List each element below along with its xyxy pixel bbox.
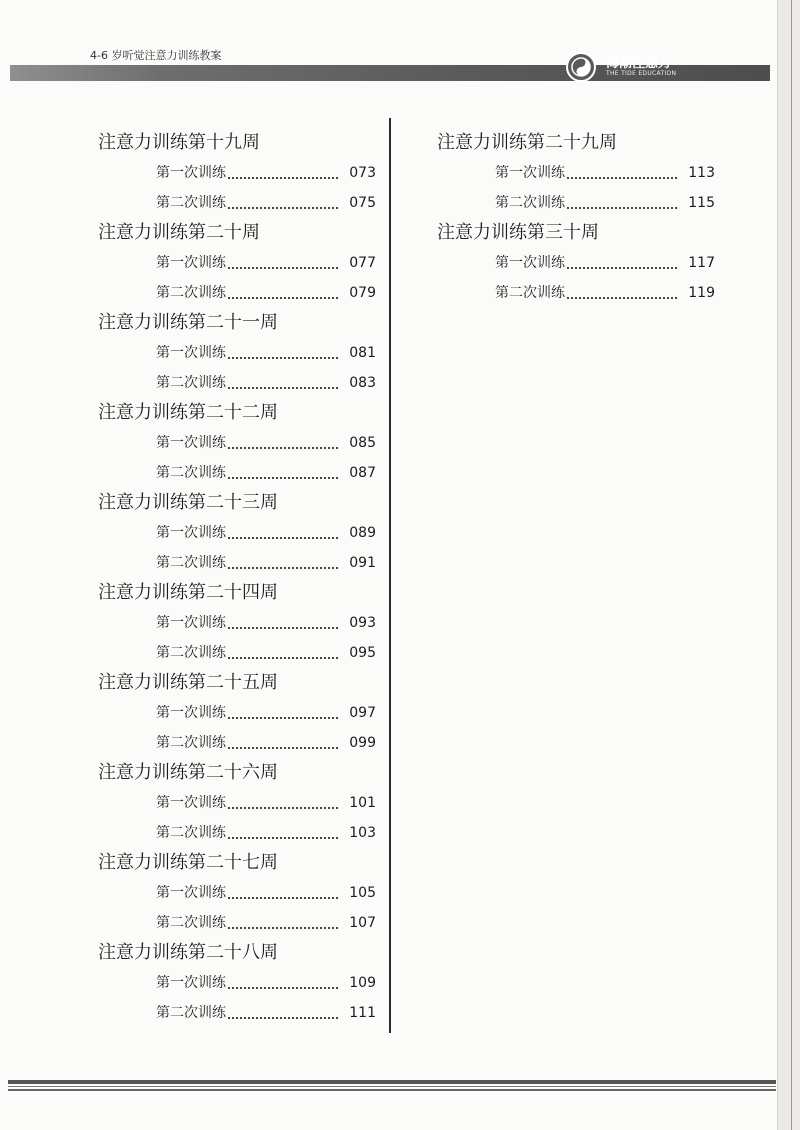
toc-week [437,128,717,218]
toc-entry-label: 第一次训练 [156,165,226,181]
toc-leader-dots [228,1017,338,1019]
toc-entry-label: 第二次训练 [495,195,565,211]
toc-entry-label: 第二次训练 [156,375,226,391]
toc-entry-label: 第一次训练 [156,525,226,541]
toc-page-number: 077 [349,255,376,271]
toc-entry-label: 第一次训练 [156,615,226,631]
toc-week [98,128,378,218]
toc-week [437,218,717,308]
toc-page-number: 093 [349,615,376,631]
page-edge-line [791,0,792,1130]
toc-week-title[interactable]: 注意力训练第三十周 [437,222,599,243]
footer-rule-bottom [8,1089,776,1091]
toc-entry[interactable] [98,968,378,998]
toc-entry[interactable] [98,248,378,278]
toc-entry-label: 第二次训练 [156,1005,226,1021]
toc-leader-dots [567,177,677,179]
toc-entry[interactable] [98,638,378,668]
toc-page-number: 091 [349,555,376,571]
toc-entry-label: 第二次训练 [156,645,226,661]
toc-week [98,578,378,668]
toc-week [98,848,378,938]
toc-week-title[interactable]: 注意力训练第二十五周 [98,672,278,693]
toc-week [98,488,378,578]
toc-page-number: 109 [349,975,376,991]
toc-entry-label: 第一次训练 [495,165,565,181]
toc-entry-label: 第二次训练 [495,285,565,301]
toc-entry[interactable] [437,248,717,278]
toc-entry-label: 第一次训练 [156,795,226,811]
toc-page-number: 107 [349,915,376,931]
toc-entry[interactable] [98,188,378,218]
toc-week [98,308,378,398]
toc-page-number: 113 [688,165,715,181]
toc-page-number: 081 [349,345,376,361]
toc-column-left [98,128,378,1028]
toc-leader-dots [228,177,338,179]
toc-entry[interactable] [98,998,378,1028]
toc-entry[interactable] [98,518,378,548]
toc-leader-dots [228,897,338,899]
toc-page-number: 099 [349,735,376,751]
toc-entry[interactable] [437,158,717,188]
toc-entry[interactable] [98,608,378,638]
toc-week-title[interactable]: 注意力训练第二十四周 [98,582,278,603]
toc-entry[interactable] [98,728,378,758]
toc-entry[interactable] [98,908,378,938]
toc-entry[interactable] [98,338,378,368]
toc-page-number: 073 [349,165,376,181]
toc-entry-label: 第一次训练 [156,345,226,361]
toc-entry-label: 第一次训练 [495,255,565,271]
toc-entry-label: 第一次训练 [156,255,226,271]
logo-icon [566,52,596,82]
toc-page-number: 117 [688,255,715,271]
toc-leader-dots [228,837,338,839]
toc-page-number: 087 [349,465,376,481]
toc-leader-dots [228,567,338,569]
logo [560,50,760,84]
toc-column-right [437,128,717,308]
toc-leader-dots [567,207,677,209]
toc-entry-label: 第二次训练 [156,915,226,931]
toc-leader-dots [228,987,338,989]
toc-week-title[interactable]: 注意力训练第二十六周 [98,762,278,783]
toc-week [98,668,378,758]
toc-leader-dots [228,477,338,479]
toc-entry[interactable] [98,548,378,578]
toc-week-title[interactable]: 注意力训练第二十一周 [98,312,278,333]
toc-week [98,758,378,848]
toc-leader-dots [567,297,677,299]
toc-page-number: 105 [349,885,376,901]
toc-week [98,398,378,488]
toc-entry-label: 第二次训练 [156,555,226,571]
toc-page-number: 103 [349,825,376,841]
toc-leader-dots [228,387,338,389]
toc-week-title[interactable]: 注意力训练第二十七周 [98,852,278,873]
toc-page-number: 115 [688,195,715,211]
logo-subtitle: THE TIDE EDUCATION [606,70,677,77]
toc-page-number: 083 [349,375,376,391]
toc-entry-label: 第一次训练 [156,435,226,451]
toc-entry[interactable] [98,428,378,458]
toc-page-number: 085 [349,435,376,451]
page-edge [777,0,800,1130]
toc-week-title[interactable]: 注意力训练第二十八周 [98,942,278,963]
toc-entry-label: 第一次训练 [156,705,226,721]
toc-leader-dots [228,537,338,539]
toc-leader-dots [228,447,338,449]
toc-entry[interactable] [98,878,378,908]
toc-leader-dots [567,267,677,269]
toc-entry[interactable] [98,368,378,398]
toc-leader-dots [228,657,338,659]
toc-entry-label: 第二次训练 [156,465,226,481]
toc-entry-label: 第一次训练 [156,885,226,901]
toc-leader-dots [228,717,338,719]
toc-entry[interactable] [98,788,378,818]
toc-page-number: 089 [349,525,376,541]
toc-entry[interactable] [98,818,378,848]
toc-week-title[interactable]: 注意力训练第十九周 [98,132,260,153]
toc-entry[interactable] [98,278,378,308]
toc-leader-dots [228,627,338,629]
toc-week-title[interactable]: 注意力训练第二十周 [98,222,260,243]
toc-entry[interactable] [98,698,378,728]
toc-week [98,938,378,1028]
book-title: 4-6 岁听觉注意力训练教案 [90,49,222,62]
toc-entry[interactable] [437,188,717,218]
toc-page-number: 111 [349,1005,376,1021]
toc-week [98,218,378,308]
toc-week-title[interactable]: 注意力训练第二十三周 [98,492,278,513]
toc-entry[interactable] [98,158,378,188]
toc-entry-label: 第二次训练 [156,195,226,211]
toc-leader-dots [228,927,338,929]
toc-page-number: 095 [349,645,376,661]
column-divider [389,118,391,1033]
logo-name: 海潮注意力 [606,56,672,71]
toc-leader-dots [228,357,338,359]
toc-entry[interactable] [98,458,378,488]
toc-page-number: 097 [349,705,376,721]
toc-leader-dots [228,807,338,809]
footer-rule-thin [8,1086,776,1087]
toc-leader-dots [228,267,338,269]
toc-entry-label: 第二次训练 [156,735,226,751]
toc-entry-label: 第一次训练 [156,975,226,991]
toc-page-number: 101 [349,795,376,811]
toc-page-number: 079 [349,285,376,301]
footer-rule [8,1080,776,1084]
toc-page-number: 119 [688,285,715,301]
toc-entry[interactable] [437,278,717,308]
toc-entry-label: 第二次训练 [156,285,226,301]
toc-leader-dots [228,297,338,299]
toc-week-title[interactable]: 注意力训练第二十九周 [437,132,617,153]
toc-entry-label: 第二次训练 [156,825,226,841]
toc-leader-dots [228,207,338,209]
toc-page-number: 075 [349,195,376,211]
toc-leader-dots [228,747,338,749]
toc-week-title[interactable]: 注意力训练第二十二周 [98,402,278,423]
